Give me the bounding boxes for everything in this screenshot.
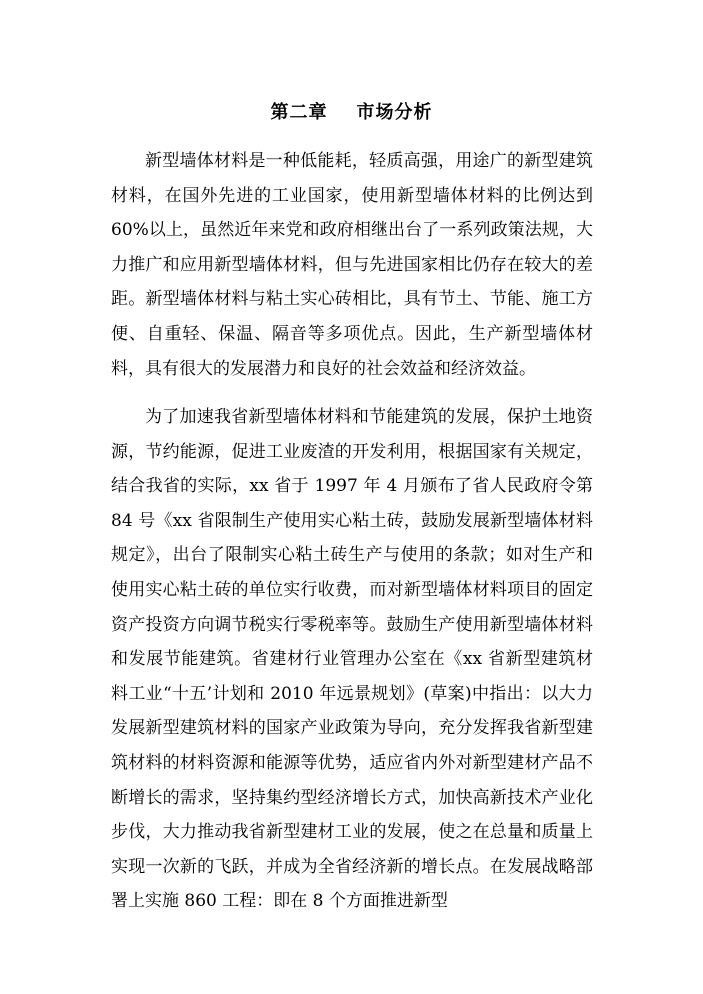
chapter-title: 第二章 市场分析 — [270, 102, 433, 123]
paragraph-market-intro: 新型墙体材料是一种低能耗，轻质高强，用途广的新型建筑材料，在国外先进的工业国家，使用新型墙体材料的比例达到 60%以上，虽然近年来党和政府相继出台了一系列政策法规，大力推广和应用新型墙体材料，但与先进国家相比仍存在较大的差距。新型墙体材料与粘土实心砖相比，具有节土、节能、施工方便、自重轻、保温、隔音等多项优点。因此，生产新型墙体材料，具有很大的发展潜力和良好的社会效益和经济效益。 — [111, 151, 593, 379]
paragraph-policy: 为了加速我省新型墙体材料和节能建筑的发展，保护土地资源，节约能源，促进工业废渣的开发利用，根据国家有关规定，结合我省的实际，xx 省于 1997 年 4 月颁布了省人民政府令第 84 号《xx 省限制生产使用实心粘土砖，鼓励发展新型墙体材料规定》，出台了限制实心粘土砖生产与使用的条款；如对生产和使用实心粘土砖的单位实行收费，而对新型墙体材料项目的固定资产投资方向调节税实行零税率等。鼓励生产使用新型墙体材料和发展节能建筑。省建材行业管理办公室在《xx 省新型建筑材料工业“十五’计划和 2010 年远景规划》(草案)中指出：以大力发展新型建筑材料的国家产业政策为导向，充分发挥我省新型建筑材料的材料资源和能源等优势，适应省内外对新型建材产品不断增长的需求，坚持集约型经济增长方式，加快高新技术产业化步伐，大力推动我省新型建材工业的发展，使之在总量和质量上实现一次新的飞跃，并成为全省经济新的增长点。在发展战略部署上实施 860 工程：即在 8 个方面推进新型 — [111, 407, 593, 912]
